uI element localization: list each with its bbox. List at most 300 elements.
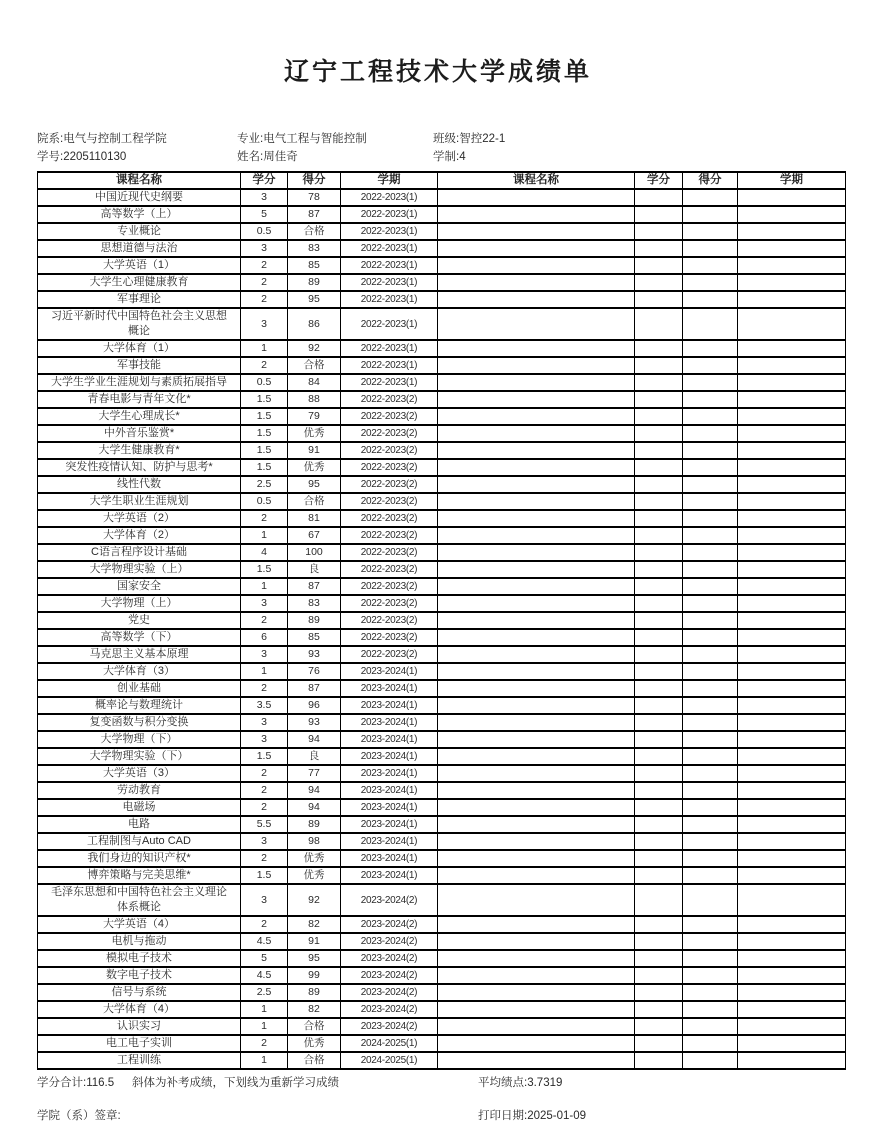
table-row (38, 510, 846, 527)
credit-cell: 1 (241, 1001, 288, 1018)
semester-cell: 2022-2023(1) (341, 223, 438, 240)
semester-cell: 2022-2023(2) (341, 595, 438, 612)
score-cell: 合格 (288, 493, 341, 510)
course-cell: C语言程序设计基础 (38, 544, 241, 561)
course-cell: 大学体育（1） (38, 340, 241, 357)
course-cell: 概率论与数理统计 (38, 697, 241, 714)
empty-semester-cell (738, 916, 846, 933)
course-cell: 大学生职业生涯规划 (38, 493, 241, 510)
credit-cell: 1.5 (241, 391, 288, 408)
empty-credit-cell (635, 1001, 683, 1018)
empty-semester-cell (738, 510, 846, 527)
table-row (38, 442, 846, 459)
empty-score-cell (683, 408, 738, 425)
empty-score-cell (683, 933, 738, 950)
empty-course-cell (438, 189, 635, 206)
semester-cell: 2022-2023(1) (341, 291, 438, 308)
empty-score-cell (683, 442, 738, 459)
empty-credit-cell (635, 291, 683, 308)
semester-cell: 2022-2023(1) (341, 189, 438, 206)
table-row (38, 731, 846, 748)
empty-credit-cell (635, 612, 683, 629)
empty-semester-cell (738, 782, 846, 799)
empty-score-cell (683, 799, 738, 816)
credit-cell: 3 (241, 595, 288, 612)
semester-cell: 2022-2023(1) (341, 257, 438, 274)
score-cell: 95 (288, 291, 341, 308)
table-row (38, 544, 846, 561)
semester-cell: 2022-2023(2) (341, 459, 438, 476)
credit-cell: 2.5 (241, 984, 288, 1001)
semester-cell: 2022-2023(2) (341, 510, 438, 527)
empty-credit-cell (635, 697, 683, 714)
table-row (38, 291, 846, 308)
score-cell: 82 (288, 916, 341, 933)
empty-course-cell (438, 867, 635, 884)
empty-score-cell (683, 189, 738, 206)
credit-cell: 1.5 (241, 459, 288, 476)
empty-semester-cell (738, 493, 846, 510)
program-years-value: 4 (459, 151, 466, 163)
empty-credit-cell (635, 257, 683, 274)
empty-credit-cell (635, 867, 683, 884)
score-cell: 良 (288, 561, 341, 578)
table-row (38, 884, 846, 916)
empty-semester-cell (738, 867, 846, 884)
credit-cell: 2.5 (241, 476, 288, 493)
table-row (38, 1052, 846, 1069)
semester-cell: 2022-2023(2) (341, 578, 438, 595)
semester-cell: 2022-2023(2) (341, 527, 438, 544)
table-row (38, 1018, 846, 1035)
empty-course-cell (438, 527, 635, 544)
credit-cell: 3 (241, 308, 288, 340)
name-field (237, 148, 298, 164)
score-cell: 94 (288, 731, 341, 748)
department-label: 院系: (37, 133, 64, 145)
score-cell: 91 (288, 933, 341, 950)
empty-credit-cell (635, 391, 683, 408)
table-row (38, 578, 846, 595)
credit-cell: 1.5 (241, 561, 288, 578)
semester-cell: 2022-2023(2) (341, 408, 438, 425)
semester-cell: 2023-2024(1) (341, 782, 438, 799)
table-row (38, 782, 846, 799)
score-cell: 67 (288, 527, 341, 544)
grades-table-header-row (38, 172, 846, 189)
empty-semester-cell (738, 714, 846, 731)
table-row (38, 493, 846, 510)
empty-credit-cell (635, 799, 683, 816)
course-cell: 大学体育（2） (38, 527, 241, 544)
empty-score-cell (683, 340, 738, 357)
table-row (38, 1035, 846, 1052)
empty-semester-cell (738, 340, 846, 357)
score-cell: 79 (288, 408, 341, 425)
table-row (38, 459, 846, 476)
student-id-label: 学号: (37, 151, 64, 163)
empty-score-cell (683, 206, 738, 223)
credit-cell: 4.5 (241, 933, 288, 950)
empty-semester-cell (738, 240, 846, 257)
empty-semester-cell (738, 374, 846, 391)
table-row (38, 967, 846, 984)
empty-credit-cell (635, 916, 683, 933)
empty-course-cell (438, 1035, 635, 1052)
empty-semester-cell (738, 527, 846, 544)
empty-course-cell (438, 697, 635, 714)
course-cell: 线性代数 (38, 476, 241, 493)
score-cell: 合格 (288, 223, 341, 240)
table-row (38, 308, 846, 340)
column-header-5: 学分 (635, 172, 683, 189)
table-row (38, 595, 846, 612)
credit-cell: 3 (241, 189, 288, 206)
empty-course-cell (438, 984, 635, 1001)
department-value: 电气与控制工程学院 (63, 133, 167, 145)
semester-cell: 2022-2023(2) (341, 493, 438, 510)
empty-semester-cell (738, 391, 846, 408)
score-cell: 优秀 (288, 850, 341, 867)
semester-cell: 2022-2023(2) (341, 646, 438, 663)
empty-credit-cell (635, 206, 683, 223)
empty-semester-cell (738, 1052, 846, 1069)
empty-credit-cell (635, 240, 683, 257)
empty-semester-cell (738, 629, 846, 646)
empty-credit-cell (635, 595, 683, 612)
empty-semester-cell (738, 223, 846, 240)
semester-cell: 2023-2024(2) (341, 984, 438, 1001)
empty-course-cell (438, 561, 635, 578)
empty-semester-cell (738, 850, 846, 867)
empty-credit-cell (635, 950, 683, 967)
empty-semester-cell (738, 1018, 846, 1035)
empty-semester-cell (738, 731, 846, 748)
credit-cell: 2 (241, 257, 288, 274)
course-cell: 大学生心理成长* (38, 408, 241, 425)
course-cell: 我们身边的知识产权* (38, 850, 241, 867)
credit-cell: 1.5 (241, 748, 288, 765)
course-cell: 电路 (38, 816, 241, 833)
empty-score-cell (683, 257, 738, 274)
credit-cell: 2 (241, 916, 288, 933)
score-cell: 77 (288, 765, 341, 782)
empty-semester-cell (738, 257, 846, 274)
empty-score-cell (683, 510, 738, 527)
empty-course-cell (438, 340, 635, 357)
empty-semester-cell (738, 561, 846, 578)
empty-credit-cell (635, 408, 683, 425)
gpa (478, 1074, 562, 1090)
course-cell: 大学生心理健康教育 (38, 274, 241, 291)
table-row (38, 680, 846, 697)
empty-score-cell (683, 291, 738, 308)
semester-cell: 2023-2024(2) (341, 933, 438, 950)
empty-score-cell (683, 1018, 738, 1035)
score-cell: 93 (288, 646, 341, 663)
credit-cell: 1 (241, 340, 288, 357)
course-cell: 大学英语（4） (38, 916, 241, 933)
credit-cell: 3 (241, 714, 288, 731)
table-row (38, 206, 846, 223)
column-header-7: 学期 (738, 172, 846, 189)
empty-course-cell (438, 933, 635, 950)
credit-cell: 0.5 (241, 223, 288, 240)
empty-credit-cell (635, 1035, 683, 1052)
score-cell: 良 (288, 748, 341, 765)
empty-semester-cell (738, 1035, 846, 1052)
signature-label: 学院（系）签章: (37, 1110, 121, 1122)
empty-course-cell (438, 833, 635, 850)
empty-score-cell (683, 629, 738, 646)
course-cell: 突发性疫情认知、防护与思考* (38, 459, 241, 476)
empty-score-cell (683, 731, 738, 748)
table-row (38, 765, 846, 782)
score-cell: 96 (288, 697, 341, 714)
department-field (37, 130, 167, 146)
score-cell: 83 (288, 595, 341, 612)
credit-cell: 1 (241, 527, 288, 544)
empty-course-cell (438, 1018, 635, 1035)
empty-credit-cell (635, 748, 683, 765)
student-id-field (37, 148, 126, 164)
table-row (38, 850, 846, 867)
empty-course-cell (438, 544, 635, 561)
score-cell: 92 (288, 340, 341, 357)
empty-semester-cell (738, 833, 846, 850)
class-label: 班级: (433, 133, 460, 145)
course-cell: 军事理论 (38, 291, 241, 308)
empty-credit-cell (635, 731, 683, 748)
credit-cell: 1 (241, 578, 288, 595)
semester-cell: 2022-2023(1) (341, 274, 438, 291)
course-cell: 博弈策略与完美思维* (38, 867, 241, 884)
credit-cell: 2 (241, 357, 288, 374)
empty-credit-cell (635, 544, 683, 561)
course-cell: 国家安全 (38, 578, 241, 595)
table-row (38, 916, 846, 933)
course-cell: 大学物理（下） (38, 731, 241, 748)
empty-credit-cell (635, 984, 683, 1001)
semester-cell: 2023-2024(2) (341, 916, 438, 933)
empty-credit-cell (635, 374, 683, 391)
semester-cell: 2023-2024(1) (341, 799, 438, 816)
empty-course-cell (438, 308, 635, 340)
semester-cell: 2023-2024(1) (341, 850, 438, 867)
score-cell: 83 (288, 240, 341, 257)
course-cell: 党史 (38, 612, 241, 629)
empty-semester-cell (738, 646, 846, 663)
empty-credit-cell (635, 442, 683, 459)
course-cell: 工程训练 (38, 1052, 241, 1069)
course-cell: 大学英语（3） (38, 765, 241, 782)
empty-course-cell (438, 391, 635, 408)
total-credits (37, 1074, 114, 1090)
score-cell: 合格 (288, 1052, 341, 1069)
semester-cell: 2022-2023(2) (341, 544, 438, 561)
table-row (38, 1001, 846, 1018)
empty-semester-cell (738, 884, 846, 916)
empty-credit-cell (635, 223, 683, 240)
empty-course-cell (438, 731, 635, 748)
table-row (38, 357, 846, 374)
credit-cell: 1 (241, 1052, 288, 1069)
empty-semester-cell (738, 274, 846, 291)
empty-score-cell (683, 697, 738, 714)
semester-cell: 2023-2024(2) (341, 950, 438, 967)
empty-score-cell (683, 833, 738, 850)
credit-cell: 3 (241, 240, 288, 257)
empty-course-cell (438, 223, 635, 240)
table-row (38, 714, 846, 731)
column-header-3: 学期 (341, 172, 438, 189)
course-cell: 专业概论 (38, 223, 241, 240)
empty-credit-cell (635, 646, 683, 663)
empty-course-cell (438, 257, 635, 274)
empty-credit-cell (635, 816, 683, 833)
empty-semester-cell (738, 442, 846, 459)
student-info (37, 130, 845, 166)
table-row (38, 561, 846, 578)
table-row (38, 408, 846, 425)
empty-score-cell (683, 1035, 738, 1052)
credit-cell: 2 (241, 612, 288, 629)
score-cell: 89 (288, 274, 341, 291)
grades-table (37, 171, 846, 1070)
empty-course-cell (438, 816, 635, 833)
course-cell: 模拟电子技术 (38, 950, 241, 967)
course-cell: 青春电影与青年文化* (38, 391, 241, 408)
empty-score-cell (683, 459, 738, 476)
course-cell: 大学物理（上） (38, 595, 241, 612)
course-cell: 马克思主义基本原理 (38, 646, 241, 663)
empty-course-cell (438, 206, 635, 223)
course-cell: 高等数学（下） (38, 629, 241, 646)
credit-cell: 5.5 (241, 816, 288, 833)
empty-score-cell (683, 950, 738, 967)
empty-semester-cell (738, 544, 846, 561)
empty-score-cell (683, 425, 738, 442)
credit-cell: 2 (241, 799, 288, 816)
course-cell: 劳动教育 (38, 782, 241, 799)
semester-cell: 2023-2024(1) (341, 867, 438, 884)
empty-credit-cell (635, 493, 683, 510)
program-years-field (433, 148, 466, 164)
empty-course-cell (438, 765, 635, 782)
table-row (38, 240, 846, 257)
credit-cell: 4 (241, 544, 288, 561)
score-cell: 87 (288, 578, 341, 595)
score-cell: 98 (288, 833, 341, 850)
empty-semester-cell (738, 816, 846, 833)
empty-credit-cell (635, 1018, 683, 1035)
empty-score-cell (683, 476, 738, 493)
semester-cell: 2023-2024(2) (341, 1018, 438, 1035)
table-row (38, 391, 846, 408)
empty-course-cell (438, 240, 635, 257)
semester-cell: 2022-2023(1) (341, 374, 438, 391)
empty-score-cell (683, 663, 738, 680)
empty-score-cell (683, 561, 738, 578)
table-row (38, 340, 846, 357)
table-row (38, 257, 846, 274)
empty-course-cell (438, 782, 635, 799)
empty-course-cell (438, 799, 635, 816)
score-cell: 94 (288, 782, 341, 799)
course-cell: 大学生学业生涯规划与素质拓展指导 (38, 374, 241, 391)
score-cell: 93 (288, 714, 341, 731)
empty-semester-cell (738, 765, 846, 782)
name-value: 周佳奇 (263, 151, 298, 163)
score-cell: 92 (288, 884, 341, 916)
empty-course-cell (438, 950, 635, 967)
table-row (38, 189, 846, 206)
empty-course-cell (438, 714, 635, 731)
credit-cell: 2 (241, 510, 288, 527)
empty-score-cell (683, 967, 738, 984)
table-row (38, 374, 846, 391)
credit-cell: 3 (241, 731, 288, 748)
empty-score-cell (683, 765, 738, 782)
empty-score-cell (683, 984, 738, 1001)
score-cell: 95 (288, 950, 341, 967)
empty-course-cell (438, 595, 635, 612)
empty-semester-cell (738, 476, 846, 493)
semester-cell: 2022-2023(2) (341, 425, 438, 442)
empty-semester-cell (738, 425, 846, 442)
empty-course-cell (438, 748, 635, 765)
empty-semester-cell (738, 308, 846, 340)
empty-credit-cell (635, 967, 683, 984)
empty-semester-cell (738, 663, 846, 680)
empty-credit-cell (635, 459, 683, 476)
column-header-2: 得分 (288, 172, 341, 189)
empty-course-cell (438, 612, 635, 629)
score-cell: 85 (288, 257, 341, 274)
empty-credit-cell (635, 680, 683, 697)
score-cell: 85 (288, 629, 341, 646)
empty-score-cell (683, 308, 738, 340)
program-years-label: 学制: (433, 151, 460, 163)
empty-credit-cell (635, 833, 683, 850)
semester-cell: 2023-2024(2) (341, 967, 438, 984)
empty-course-cell (438, 459, 635, 476)
semester-cell: 2022-2023(2) (341, 561, 438, 578)
empty-credit-cell (635, 850, 683, 867)
score-cell: 84 (288, 374, 341, 391)
score-cell: 99 (288, 967, 341, 984)
score-cell: 优秀 (288, 1035, 341, 1052)
summary-row (37, 1074, 845, 1090)
course-cell: 习近平新时代中国特色社会主义思想概论 (38, 308, 241, 340)
semester-cell: 2022-2023(1) (341, 340, 438, 357)
course-cell: 信号与系统 (38, 984, 241, 1001)
table-row (38, 612, 846, 629)
credit-cell: 3 (241, 833, 288, 850)
empty-semester-cell (738, 1001, 846, 1018)
score-cell: 76 (288, 663, 341, 680)
empty-course-cell (438, 967, 635, 984)
page-title: 辽宁工程技术大学成绩单 (283, 58, 592, 86)
semester-cell: 2022-2023(1) (341, 308, 438, 340)
credit-cell: 2 (241, 291, 288, 308)
column-header-4: 课程名称 (438, 172, 635, 189)
empty-semester-cell (738, 680, 846, 697)
credit-cell: 1.5 (241, 425, 288, 442)
signature-row (37, 1107, 845, 1123)
student-info-line-1 (37, 130, 845, 147)
empty-semester-cell (738, 357, 846, 374)
